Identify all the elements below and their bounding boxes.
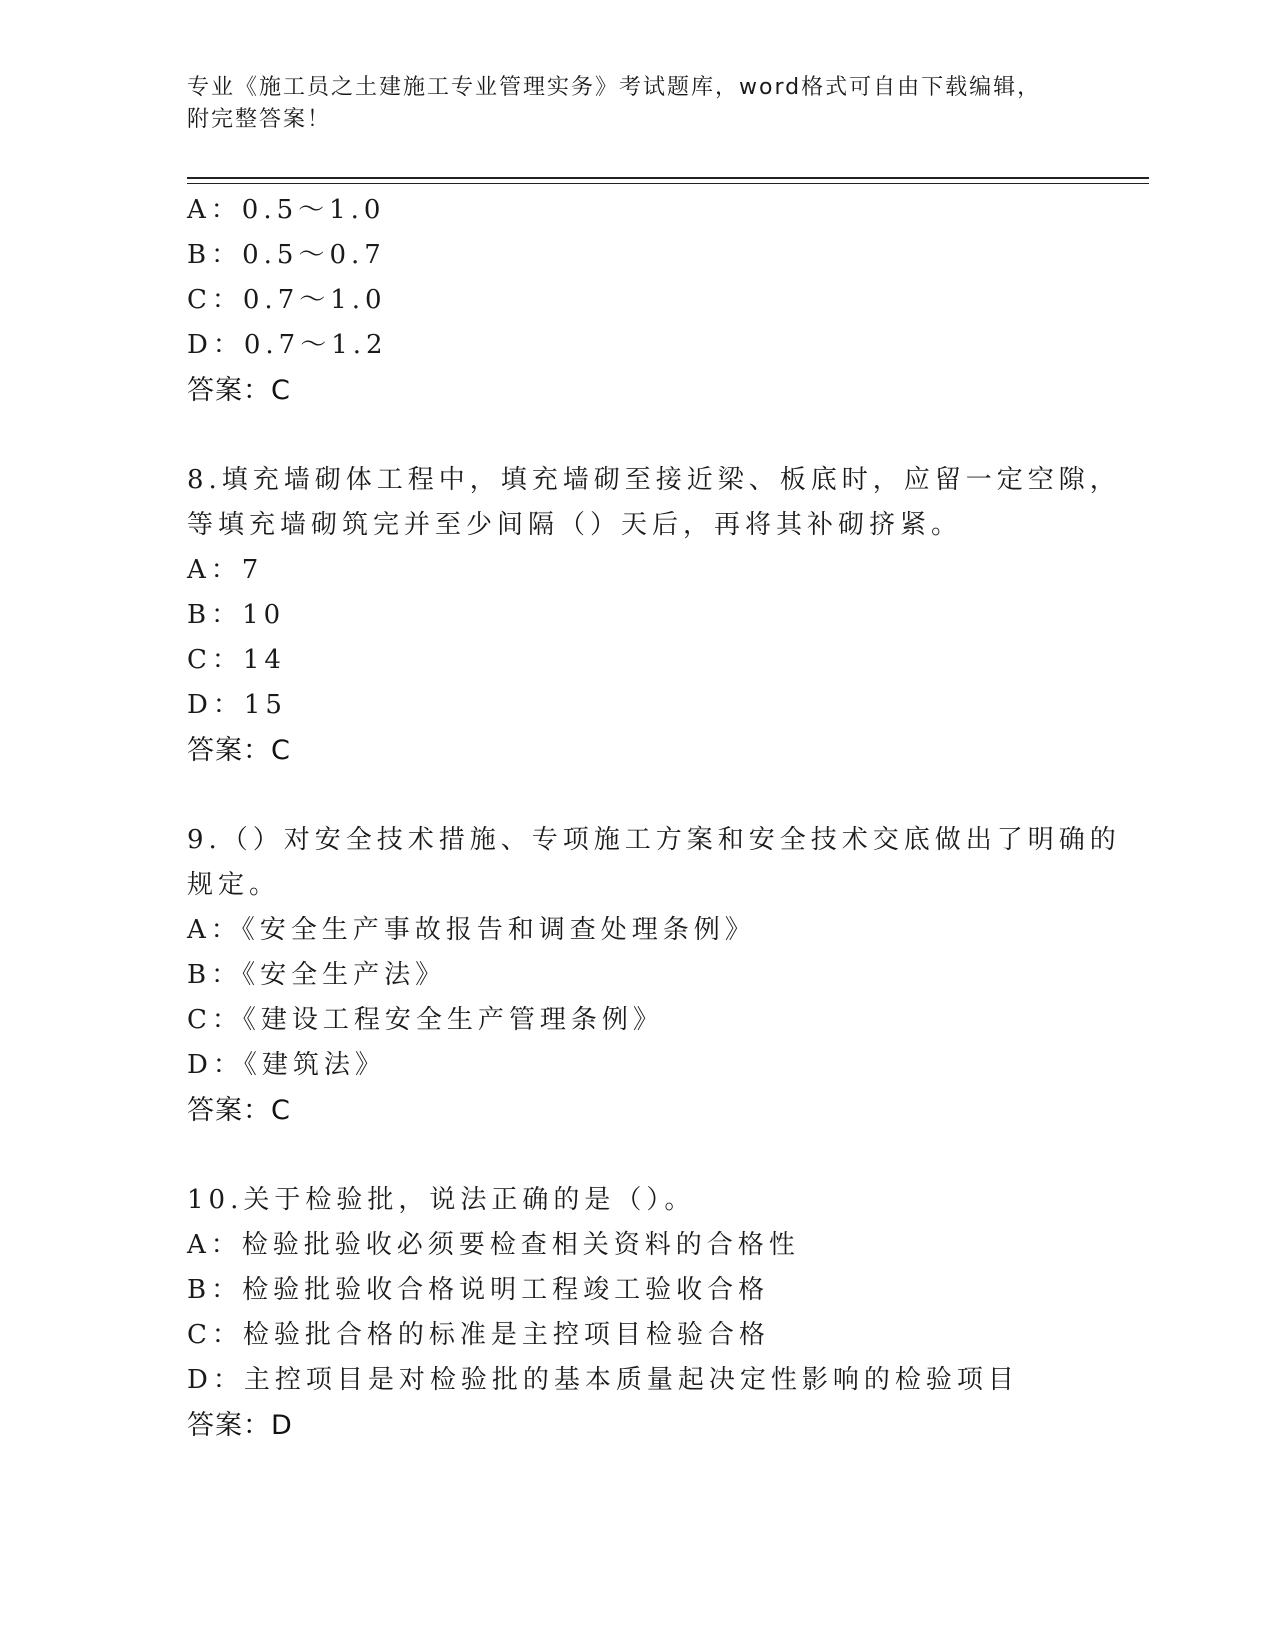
answer: 答案：C [187,1095,291,1126]
option-a: A：7 [187,555,264,585]
option-d: D：15 [187,690,287,720]
header-rule-thick [187,177,1149,179]
option-c: C：14 [187,645,286,675]
header-line-2: 附完整答案！ [187,107,332,132]
question-stem-line-1: 9.（）对安全技术措施、专项施工方案和安全技术交底做出了明确的 [187,825,1121,855]
question-7 [187,188,1087,413]
option-b: B：0.5～0.7 [187,240,386,270]
spacer [187,1133,1087,1178]
question-stem-line-1: 10.关于检验批，说法正确的是（）。 [187,1185,696,1215]
option-b: B：检验批验收合格说明工程竣工验收合格 [187,1275,770,1305]
question-10 [187,1178,1087,1448]
document-header [187,72,1067,136]
option-a: A：《安全生产事故报告和调查处理条例》 [187,915,756,945]
answer: 答案：C [187,735,291,766]
option-d: D：《建筑法》 [187,1050,386,1080]
header-line-1: 专业《施工员之土建施工专业管理实务》考试题库，word格式可自由下载编辑， [187,75,1042,100]
question-8 [187,458,1121,773]
option-c: C：0.7～1.0 [187,285,387,315]
spacer [187,773,1087,818]
option-d: D：主控项目是对检验批的基本质量起决定性影响的检验项目 [187,1365,1019,1395]
answer: 答案：D [187,1410,293,1441]
question-stem-line-1: 8.填充墙砌体工程中，填充墙砌至接近梁、板底时，应留一定空隙， [187,465,1121,495]
question-stem-line-2: 规定。 [187,870,281,900]
option-d: D：0.7～1.2 [187,330,388,360]
spacer [187,413,1087,458]
option-a: A：检验批验收必须要检查相关资料的合格性 [187,1230,800,1260]
question-9 [187,818,1121,1133]
option-c: C：《建设工程安全生产管理条例》 [187,1005,664,1035]
option-b: B：《安全生产法》 [187,960,447,990]
option-b: B：10 [187,600,286,630]
header-rule-thin [187,183,1149,184]
answer: 答案：C [187,375,291,406]
question-list [187,188,1121,1448]
option-c: C：检验批合格的标准是主控项目检验合格 [187,1320,770,1350]
option-a: A：0.5～1.0 [187,195,386,225]
question-stem-line-2: 等填充墙砌筑完并至少间隔（）天后，再将其补砌挤紧。 [187,510,963,540]
